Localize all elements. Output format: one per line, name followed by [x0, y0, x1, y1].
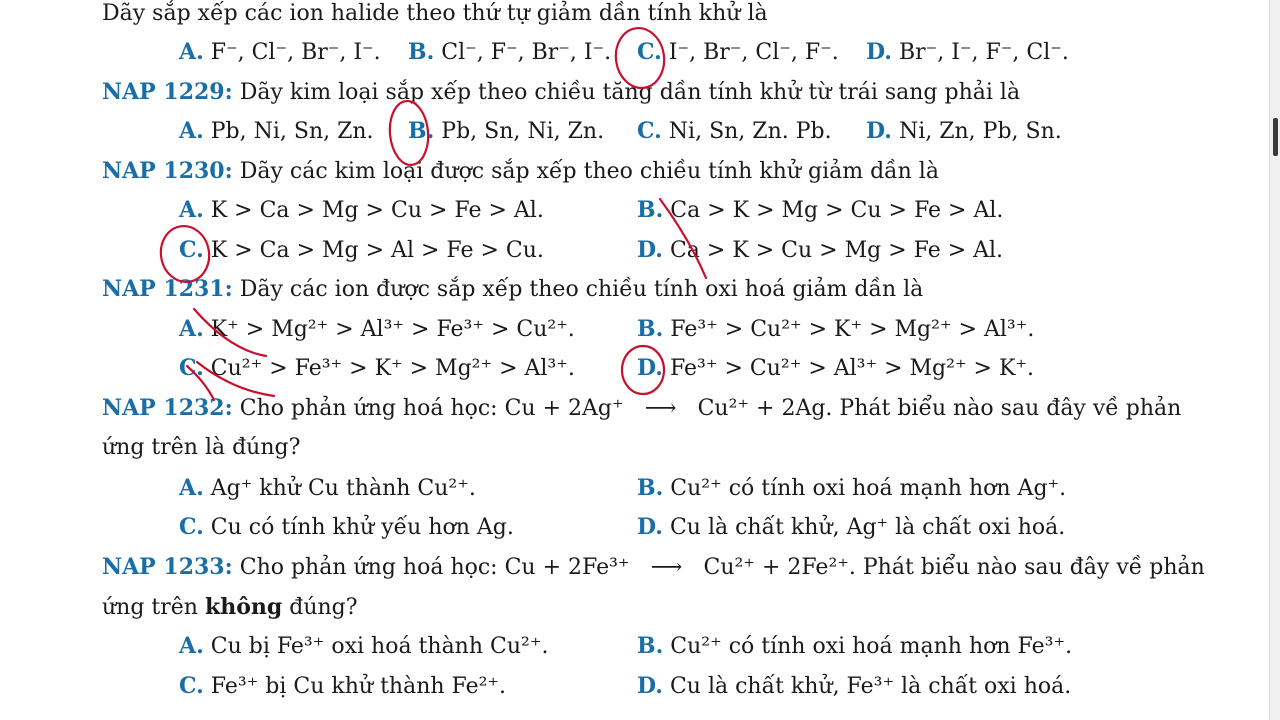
q1232-option-c: C. Cu có tính khử yếu hơn Ag. — [179, 514, 514, 540]
q1229-option-b: B. Pb, Sn, Ni, Zn. — [408, 118, 605, 144]
q1230-option-b: B. Ca > K > Mg > Cu > Fe > Al. — [637, 197, 1004, 223]
question-1228-stem: Dãy sắp xếp các ion halide theo thứ tự giảm dần tính khử là — [102, 1, 768, 26]
question-1232: NAP 1232: Cho phản ứng hoá học: Cu + 2Ag⁺ ⟶ Cu²⁺ + 2Ag. Phát biểu nào sau đây về phản — [102, 395, 1182, 421]
q1230-option-c: C. K > Ca > Mg > Al > Fe > Cu. — [179, 237, 544, 263]
q1233-option-c: C. Fe³⁺ bị Cu khử thành Fe²⁺. — [179, 673, 507, 699]
question-1231: NAP 1231: Dãy các ion được sắp xếp theo chiều tính oxi hoá giảm dần là — [102, 276, 924, 302]
question-1233: NAP 1233: Cho phản ứng hoá học: Cu + 2Fe³⁺ ⟶ Cu²⁺ + 2Fe²⁺. Phát biểu nào sau đây về phản — [102, 554, 1205, 580]
vertical-scrollbar[interactable] — [1269, 0, 1280, 720]
q1228-option-a: A. F⁻, Cl⁻, Br⁻, I⁻. — [179, 39, 381, 65]
q1232-option-d: D. Cu là chất khử, Ag⁺ là chất oxi hoá. — [637, 514, 1066, 540]
q1228-option-b: B. Cl⁻, F⁻, Br⁻, I⁻. — [408, 39, 612, 65]
q1229-option-d: D. Ni, Zn, Pb, Sn. — [866, 118, 1062, 144]
q1231-option-d: D. Fe³⁺ > Cu²⁺ > Al³⁺ > Mg²⁺ > K⁺. — [637, 355, 1035, 381]
q1232-option-a: A. Ag⁺ khử Cu thành Cu²⁺. — [179, 475, 476, 501]
q1232-option-b: B. Cu²⁺ có tính oxi hoá mạnh hơn Ag⁺. — [637, 475, 1067, 501]
q1231-option-a: A. K⁺ > Mg²⁺ > Al³⁺ > Fe³⁺ > Cu²⁺. — [179, 316, 575, 342]
q1233-option-a: A. Cu bị Fe³⁺ oxi hoá thành Cu²⁺. — [179, 633, 549, 659]
q1231-option-c: C. Cu²⁺ > Fe³⁺ > K⁺ > Mg²⁺ > Al³⁺. — [179, 355, 575, 381]
q1230-option-a: A. K > Ca > Mg > Cu > Fe > Al. — [179, 197, 544, 223]
q1233-option-b: B. Cu²⁺ có tính oxi hoá mạnh hơn Fe³⁺. — [637, 633, 1073, 659]
question-1229: NAP 1229: Dãy kim loại sắp xếp theo chiều tăng dần tính khử từ trái sang phải là — [102, 79, 1021, 105]
q1233-option-d: D. Cu là chất khử, Fe³⁺ là chất oxi hoá. — [637, 673, 1072, 699]
q1231-option-b: B. Fe³⁺ > Cu²⁺ > K⁺ > Mg²⁺ > Al³⁺. — [637, 316, 1035, 342]
question-1230: NAP 1230: Dãy các kim loại được sắp xếp theo chiều tính khử giảm dần là — [102, 158, 939, 184]
q1228-option-c: C. I⁻, Br⁻, Cl⁻, F⁻. — [637, 39, 839, 65]
q1229-option-c: C. Ni, Sn, Zn. Pb. — [637, 118, 832, 144]
question-1232-line2: ứng trên là đúng? — [102, 435, 301, 460]
question-1233-line2: ứng trên không đúng? — [102, 594, 358, 620]
scrollbar-thumb[interactable] — [1273, 118, 1278, 156]
q1229-option-a: A. Pb, Ni, Sn, Zn. — [179, 118, 374, 144]
reaction-arrow: ⟶ — [644, 396, 677, 421]
q1228-option-d: D. Br⁻, I⁻, F⁻, Cl⁻. — [866, 39, 1069, 65]
q1230-option-d: D. Ca > K > Cu > Mg > Fe > Al. — [637, 237, 1004, 263]
reaction-arrow: ⟶ — [650, 555, 683, 580]
